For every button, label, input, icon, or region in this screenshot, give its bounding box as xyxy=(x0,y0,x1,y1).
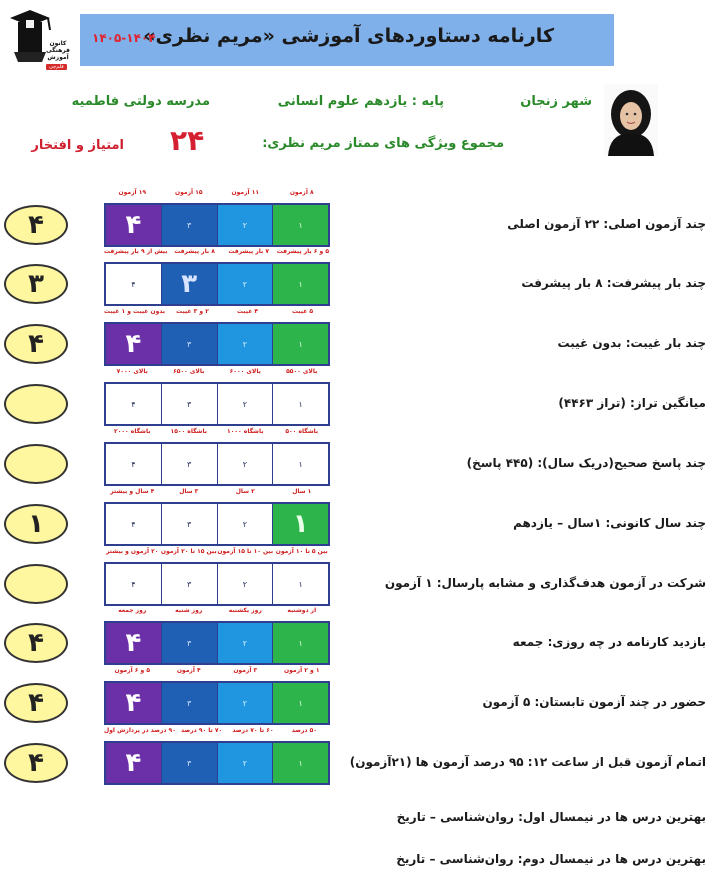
row-threshold-labels xyxy=(104,428,330,440)
threshold-label: باشگاه ۲۰۰۰ xyxy=(114,428,151,435)
threshold-label: ۳ سال xyxy=(179,488,199,495)
student-portrait-icon xyxy=(604,84,658,156)
score-cell: ۱ xyxy=(272,264,328,304)
score-cell: ۱ xyxy=(272,623,328,663)
row-threshold-labels xyxy=(104,548,330,560)
threshold-label: ۳ آزمون xyxy=(233,667,258,674)
row-threshold-labels xyxy=(104,368,330,380)
row-question: اتمام آزمون قبل از ساعت ۱۲: ۹۵ درصد آزمون ها (۲۱آزمون) xyxy=(349,755,706,769)
row-score-circle xyxy=(4,444,68,484)
score-cell: ۲ xyxy=(217,264,273,304)
threshold-label: ۵ و ۶ بار پیشرفت xyxy=(276,248,330,255)
score-cell: ۳ xyxy=(161,444,217,484)
row-score-circle: ۴ xyxy=(4,683,68,723)
row-score-circle: ۱ xyxy=(4,504,68,544)
threshold-label: باشگاه ۵۰۰ xyxy=(285,428,319,435)
row-question: چند پاسخ صحیح(دریک سال): (۴۴۵ پاسخ) xyxy=(466,456,706,470)
score-cell: ۲ xyxy=(217,444,273,484)
row-question: چند سال کانونی: ۱سال – یازدهم xyxy=(513,516,706,530)
score-cell: ۱ xyxy=(272,444,328,484)
row-score-circle xyxy=(4,384,68,424)
threshold-label: ۱۱ آزمون xyxy=(231,189,260,196)
threshold-label: بیش از ۹ بار پیشرفت xyxy=(104,248,168,255)
score-grid xyxy=(104,322,330,366)
score-cell: ۳ xyxy=(161,205,217,245)
row-question: شرکت در آزمون هدف‌گذاری و مشابه پارسال: ۱ آزمون xyxy=(384,576,706,590)
threshold-label: ۱ سال xyxy=(292,488,312,495)
row-threshold-labels xyxy=(104,308,330,320)
row-score-circle: ۳ xyxy=(4,264,68,304)
score-cell: ۴ xyxy=(131,459,136,469)
threshold-label: روز شنبه xyxy=(175,607,203,614)
title-bar xyxy=(80,14,614,66)
score-cell: ۲ xyxy=(217,623,273,663)
threshold-label: ۱ و ۲ آزمون xyxy=(284,667,320,674)
score-grid xyxy=(104,382,330,426)
score-cell: ۴ xyxy=(106,743,161,783)
threshold-label: ۲۰ آزمون و بیشتر xyxy=(106,548,159,555)
threshold-label: ۲ و ۳ غیبت xyxy=(176,308,209,315)
score-grid xyxy=(104,442,330,486)
threshold-label: بالای ۶۰۰۰ xyxy=(229,368,261,375)
score-cell: ۴ xyxy=(106,205,161,245)
row-threshold-labels xyxy=(104,248,330,260)
logo-tag: قلم‌چی xyxy=(46,64,67,70)
score-grid xyxy=(104,681,330,725)
score-cell: ۳ xyxy=(161,564,217,604)
total-score: ۲۴ xyxy=(170,124,205,157)
row-threshold-labels xyxy=(104,607,330,619)
row-threshold-labels xyxy=(104,727,330,739)
score-cell: ۲ xyxy=(217,504,273,544)
threshold-label: ۲ سال xyxy=(235,488,255,495)
row-question: بازدید کارنامه در چه روزی: جمعه xyxy=(512,635,706,649)
score-cell: ۴ xyxy=(131,399,136,409)
score-cell: ۳ xyxy=(161,683,217,723)
score-cell: ۴ xyxy=(131,579,136,589)
score-cell: ۳ xyxy=(161,384,217,424)
student-city: شهر زنجان xyxy=(520,94,592,109)
academic-year: ۱۴۰۵-۱۴۰۴ xyxy=(92,31,156,45)
threshold-label: ۴ غیبت xyxy=(236,308,259,315)
student-photo xyxy=(604,84,658,156)
threshold-label: ۴ سال و بیشتر xyxy=(110,488,155,495)
threshold-label: بین ۵ تا ۱۰ آزمون xyxy=(275,548,328,555)
row-score-circle: ۴ xyxy=(4,623,68,663)
score-grid xyxy=(104,502,330,546)
threshold-label: ۶۰ تا ۷۰ درصد xyxy=(232,727,274,734)
threshold-label: ۵ غیبت xyxy=(291,308,314,315)
score-cell: ۱ xyxy=(272,743,328,783)
logo-text: کانون فرهنگی آموزش xyxy=(46,40,70,61)
score-cell: ۲ xyxy=(217,324,273,364)
threshold-label: بدون غیبت و ۱ غیبت xyxy=(104,308,166,315)
threshold-label: روز یکشنبه xyxy=(228,607,262,614)
score-cell: ۳ xyxy=(161,264,217,304)
score-grid xyxy=(104,262,330,306)
score-cell: ۲ xyxy=(217,683,273,723)
score-cell: ۳ xyxy=(161,743,217,783)
score-cell: ۱ xyxy=(272,205,328,245)
score-cell: ۳ xyxy=(161,623,217,663)
threshold-label: ۸ آزمون xyxy=(289,189,314,196)
score-cell: ۴ xyxy=(131,279,136,289)
score-label: امتیاز و افتخار xyxy=(31,138,124,153)
threshold-label: روز جمعه xyxy=(118,607,147,614)
student-school: مدرسه دولتی فاطمیه xyxy=(71,94,210,109)
threshold-label: ۸ بار پیشرفت xyxy=(174,248,215,255)
row-threshold-labels xyxy=(104,189,330,201)
threshold-label: باشگاه ۱۰۰۰ xyxy=(227,428,264,435)
threshold-label: ۷۰ تا ۹۰ درصد xyxy=(180,727,223,734)
row-threshold-labels xyxy=(104,667,330,679)
threshold-label: ۹۰ درصد در پردازش اول xyxy=(104,727,176,734)
threshold-label: بین ۱۵ تا ۲۰ آزمون xyxy=(160,548,217,555)
score-cell: ۱ xyxy=(272,564,328,604)
score-cell: ۱ xyxy=(272,324,328,364)
score-cell: ۴ xyxy=(131,519,136,529)
score-cell: ۴ xyxy=(106,683,161,723)
best-subjects-second-term: بهترین درس ها در نیمسال دوم: روان‌شناسی – تاریخ xyxy=(396,852,706,866)
row-question: چند بار غیبت: بدون غیبت xyxy=(557,336,706,350)
row-score-circle: ۴ xyxy=(4,743,68,783)
score-grid xyxy=(104,562,330,606)
row-score-circle: ۴ xyxy=(4,324,68,364)
features-label: مجموع ویژگی های ممتاز مریم نظری: xyxy=(262,136,504,151)
row-question: حضور در چند آزمون تابستان: ۵ آزمون xyxy=(482,695,706,709)
row-score-circle: ۴ xyxy=(4,205,68,245)
score-cell: ۱ xyxy=(272,683,328,723)
page-title: کارنامه دستاوردهای آموزشی «مریم نظری» xyxy=(143,25,554,47)
score-grid xyxy=(104,741,330,785)
score-cell: ۳ xyxy=(161,504,217,544)
score-cell: ۲ xyxy=(217,743,273,783)
score-cell: ۲ xyxy=(217,205,273,245)
kanoon-logo xyxy=(8,6,70,70)
score-cell: ۳ xyxy=(161,324,217,364)
score-cell: ۴ xyxy=(106,623,161,663)
threshold-label: ۵ و ۶ آزمون xyxy=(114,667,150,674)
score-cell: ۱ xyxy=(272,384,328,424)
threshold-label: بالای ۷۰۰۰ xyxy=(116,368,148,375)
score-grid xyxy=(104,203,330,247)
best-subjects-first-term: بهترین درس ها در نیمسال اول: روان‌شناسی – تاریخ xyxy=(396,810,706,824)
threshold-label: بالای ۵۵۰۰ xyxy=(286,368,318,375)
score-cell: ۱ xyxy=(272,504,328,544)
threshold-label: از دوشنبه xyxy=(287,607,317,614)
threshold-label: باشگاه ۱۵۰۰ xyxy=(170,428,207,435)
row-threshold-labels xyxy=(104,488,330,500)
score-cell: ۲ xyxy=(217,564,273,604)
row-question: چند بار پیشرفت: ۸ بار پیشرفت xyxy=(521,276,706,290)
threshold-label: بالای ۶۵۰۰ xyxy=(173,368,205,375)
threshold-label: ۵۰ درصد xyxy=(291,727,317,734)
threshold-label: بین ۱۰ تا ۱۵ آزمون xyxy=(217,548,274,555)
threshold-label: ۷ بار پیشرفت xyxy=(228,248,270,255)
row-score-circle xyxy=(4,564,68,604)
threshold-label: ۴ آزمون xyxy=(176,667,201,674)
threshold-label: ۱۵ آزمون xyxy=(174,189,203,196)
row-question: چند آزمون اصلی: ۲۲ آزمون اصلی xyxy=(507,217,706,231)
score-cell: ۲ xyxy=(217,384,273,424)
row-question: میانگین تراز: (تراز ۴۴۶۳) xyxy=(558,396,706,410)
score-grid xyxy=(104,621,330,665)
student-grade: پایه : یازدهم علوم انسانی xyxy=(277,94,444,109)
score-cell: ۴ xyxy=(106,324,161,364)
threshold-label: ۱۹ آزمون xyxy=(118,189,147,196)
